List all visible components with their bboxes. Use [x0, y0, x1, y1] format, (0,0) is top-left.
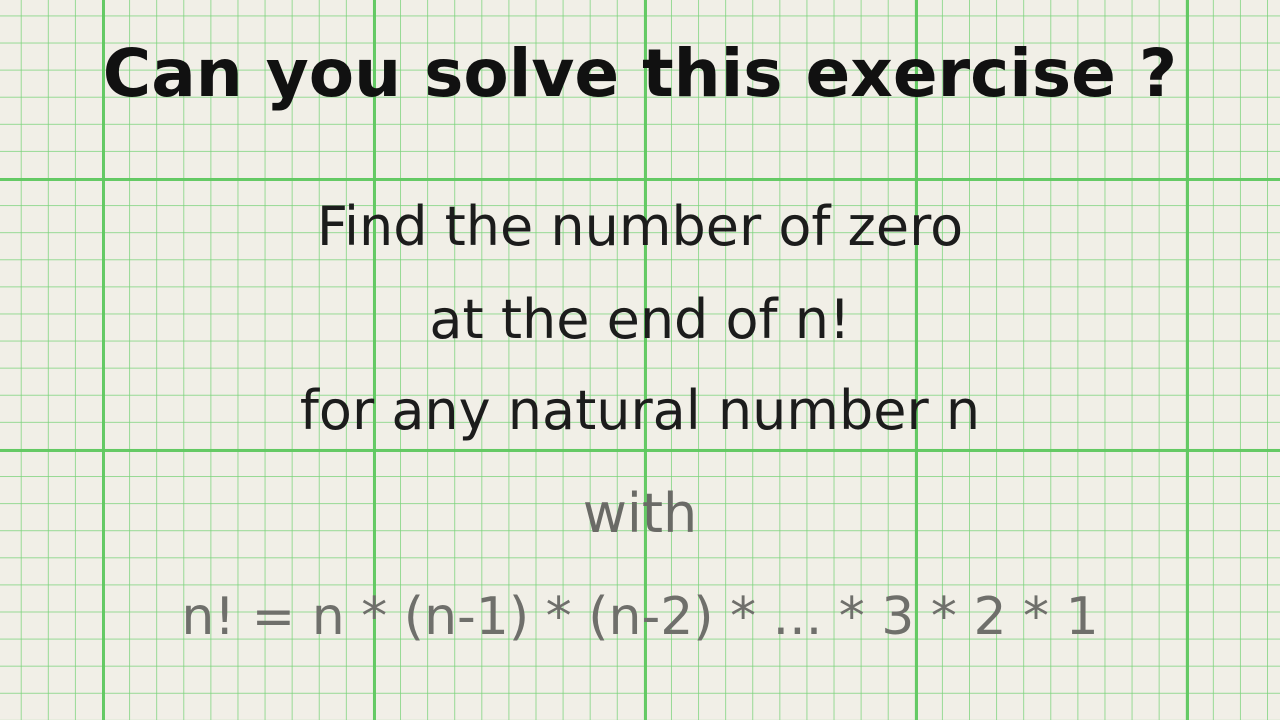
exercise-line-3: for any natural number n	[299, 379, 981, 442]
exercise-line-2: at the end of n!	[429, 288, 851, 351]
factorial-formula: n! = n * (n-1) * (n-2) * ... * 3 * 2 * 1	[181, 587, 1099, 647]
exercise-line-with: with	[582, 482, 698, 545]
exercise-title: Can you solve this exercise ?	[102, 35, 1178, 112]
exercise-line-1: Find the number of zero	[316, 195, 964, 258]
